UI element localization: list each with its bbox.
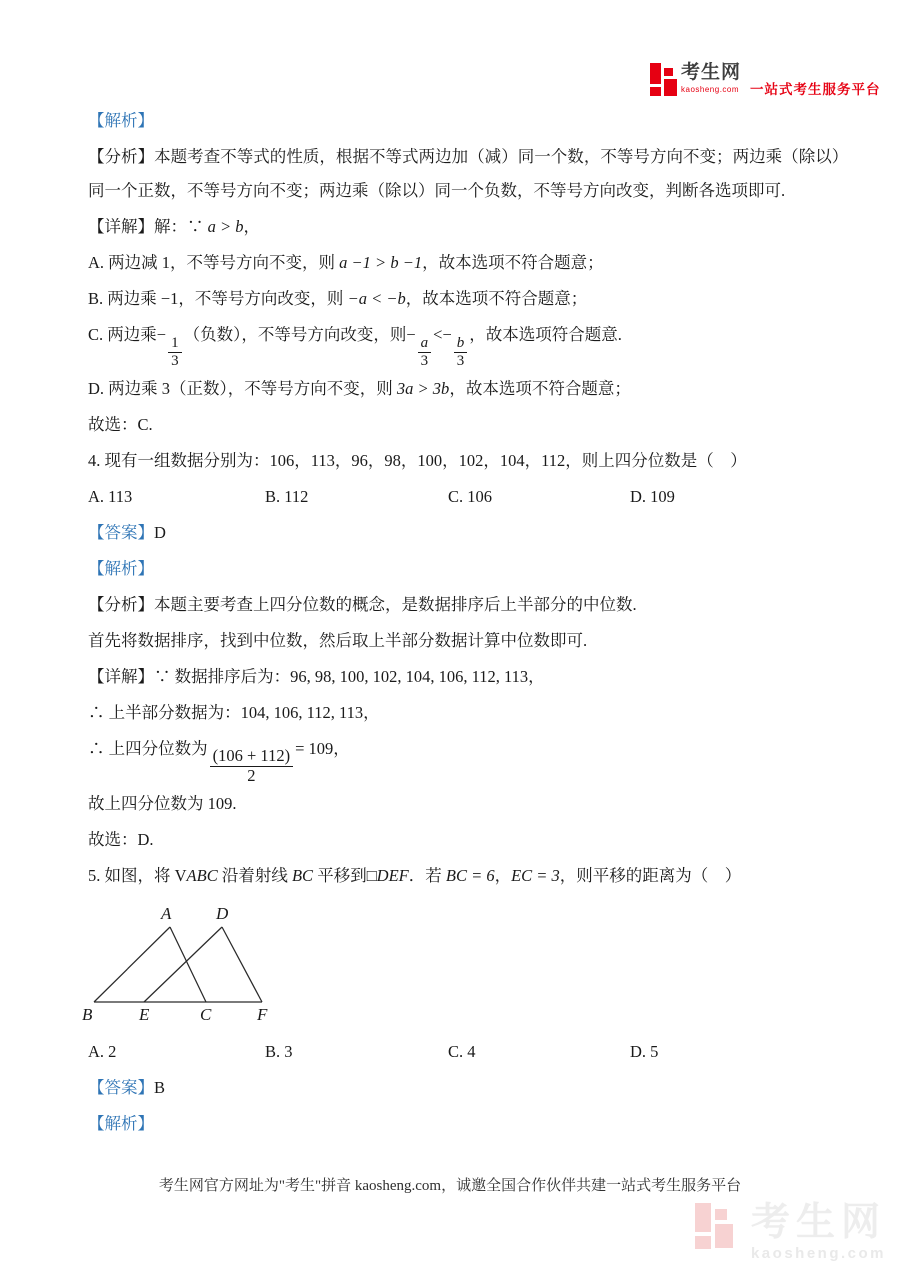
q4-answer-line [88,516,840,550]
watermark-domain: kaosheng.com [750,1245,886,1262]
formula-prefix: ∴ 上四分位数为 [88,738,208,758]
edge-ed [144,927,222,1002]
q3-option-a-line [88,246,840,280]
q5-stem-text: ， [494,866,512,886]
q4-detail-line [88,660,840,694]
q3-option-d-line [88,372,840,406]
q5-stem-text: ，则平移的距离为（ ） [559,866,742,886]
fraction-b-third: $\frac{b}{3}$ [454,335,468,370]
q5-option-a: A. 2 [88,1042,117,1062]
watermark-text-block [751,1203,886,1262]
kaosheng-logo-icon [650,63,677,96]
logo-text-block [681,63,741,94]
q4-stem: 4. 现有一组数据分别为：106，113，96，98，100，102，104，112，则上四分位数是（ ） [88,450,747,470]
fraction-one-third: $\frac{1}{3}$ [168,335,182,370]
q4-option-d: D. 109 [630,486,675,506]
q5-options-row [88,1035,840,1069]
formula-suffix: ， [333,738,350,758]
option-b-tail: ，故本选项不符合题意； [405,289,588,308]
answer-value: B [154,1078,166,1098]
q4-quartile-formula-line [88,732,840,786]
jiexi-label: 【解析】 [88,111,154,130]
vertex-label-a: A [161,904,172,924]
q5-stem-text: 沿着射线 [217,866,292,886]
vertex-label-d: D [216,904,229,924]
quartile-fraction: $\frac{(106 + 112)}{2}$ [210,747,293,785]
vertex-label-f: F [257,1005,268,1025]
option-a-math: a −1 > b −1 [339,253,423,272]
q3-jiexi-label [88,104,840,138]
option-c-mid: （负数），不等号方向改变，则 [183,325,407,344]
q3-choice-line: 故选：C. [88,414,153,434]
bc-equals-6: BC = 6 [445,866,495,886]
jiexi-label: 【解析】 [88,558,154,578]
q5-stem [88,859,840,893]
q5-option-b: B. 3 [265,1042,293,1062]
upper-suffix: ， [363,702,380,722]
q4-conclusion-line: 故上四分位数为 109. [88,794,237,814]
q3-option-c-line [88,318,840,370]
q3-analysis-paragraph: 【分析】本题考查不等式的性质，根据不等式两边加（减）同一个数，不等号方向不变；两边乘（除以）同一个正数，不等号方向不变；两边乘（除以）同一个负数，不等号方向改变，判断各选项即可. [88,147,840,200]
inequality-a-gt-b: a > b [207,217,244,236]
q5-stem-text: ．若 [408,866,446,886]
detail-suffix: ， [243,217,261,236]
vertex-label-b: B [82,1005,93,1025]
option-b-math: −a < −b [347,289,406,308]
detail-suffix: ， [528,666,545,686]
q4-options-row [88,480,840,514]
jiexi-label: 【解析】 [88,1114,154,1134]
minus-sign: − [442,325,452,344]
q4-jiexi-label [88,552,840,586]
q5-figure [81,899,840,1031]
q5-option-c: C. 4 [448,1042,476,1062]
brand-domain: kaosheng.com [681,85,740,94]
q3-option-b-line [88,282,840,316]
ec-equals-3: EC = 3 [511,866,560,886]
upper-half-values: 104, 106, 112, 113 [240,702,364,722]
option-c-tail: ，故本选项符合题意. [469,325,622,344]
edge-df [222,927,262,1002]
q4-option-a: A. 113 [88,486,133,506]
edge-ba [94,927,170,1002]
kaosheng-watermark-icon [695,1203,735,1261]
brand-name: 考生网 [681,62,742,83]
ray-bc: BC [291,866,314,886]
header-logo [650,63,881,98]
brand-slogan: 一站式考生服务平台 [750,82,881,97]
option-c-text: C. 两边乘 [88,325,157,344]
detail-prefix: 【详解】∵ 数据排序后为： [88,666,291,686]
q5-stem-text: 平移到□ [313,866,377,886]
q4-choice-line: 故选：D. [88,830,154,850]
option-a-tail: ，故本选项不符合题意； [422,253,604,272]
formula-result: = 109 [295,738,334,758]
watermark-brand: 考生网 [750,1201,886,1244]
document-body [82,104,840,1143]
upper-prefix: ∴ 上半部分数据为： [88,702,241,722]
minus-sign: − [156,325,167,344]
page-footer: 考生网官方网址为"考生"拼音 kaosheng.com，诚邀全国合作伙伴共建一站式考生服务平台 [158,1178,742,1194]
q4-option-b: B. 112 [265,486,309,506]
detail-prefix: 【详解】解：∵ [88,217,208,236]
triangle-def: DEF [376,866,409,886]
vertex-label-e: E [139,1005,150,1025]
edge-ac [170,927,206,1002]
option-d-tail: ，故本选项不符合题意； [449,378,631,398]
triangle-abc: ABC [186,866,218,886]
option-d-math: 3a > 3b [396,378,450,398]
kaosheng-watermark [695,1203,886,1262]
fraction-a-third: $\frac{a}{3}$ [418,335,432,370]
less-than-sign: < [433,325,443,344]
vertex-label-c: C [200,1005,212,1025]
answer-label: 【答案】 [88,522,154,542]
q4-analysis-paragraph: 【分析】本题主要考查上四分位数的概念，是数据排序后上半部分的中位数. [88,594,637,614]
answer-label: 【答案】 [88,1078,154,1098]
option-b-text: B. 两边乘 −1，不等号方向改变，则 [88,289,348,308]
q5-option-d: D. 5 [630,1042,659,1062]
q5-stem-text: 5. 如图，将 V [88,866,187,886]
answer-value: D [154,522,166,542]
q4-option-c: C. 106 [448,486,493,506]
q4-upper-half-line [88,696,840,730]
q4-method-line: 首先将数据排序，找到中位数，然后取上半部分数据计算中位数即可. [88,630,588,650]
option-a-text: A. 两边减 1，不等号方向不变，则 [88,253,340,272]
q5-answer-line [88,1071,840,1105]
triangle-translation-diagram [81,899,313,1031]
option-d-text: D. 两边乘 3（正数），不等号方向不变，则 [88,378,397,398]
sorted-data-values: 96, 98, 100, 102, 104, 106, 112, 113 [290,666,529,686]
q3-detail-line [88,210,840,244]
minus-sign: − [406,325,416,344]
q5-jiexi-label [88,1107,840,1141]
